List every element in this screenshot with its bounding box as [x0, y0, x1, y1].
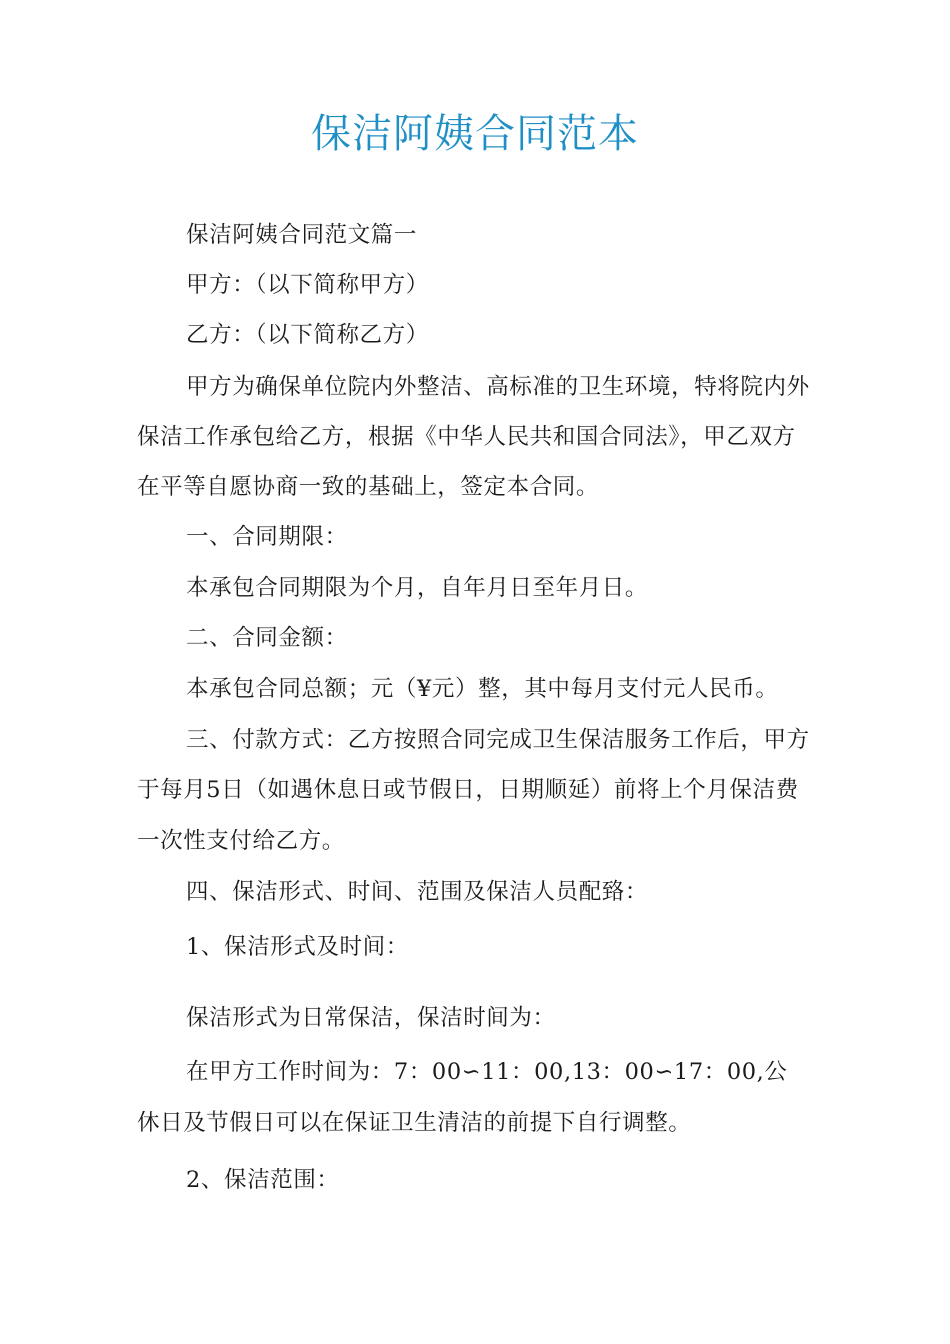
clause-heading-scope: 四、保洁形式、时间、范围及保洁人员配臵：: [186, 879, 649, 905]
party-b-line: 乙方：（以下简称乙方）: [186, 322, 429, 348]
paragraph-line: 在平等自愿协商一致的基础上，签定本合同。: [137, 474, 600, 500]
paragraph-line: 甲方为确保单位院内外整洁、高标准的卫生环境，特将院内外: [186, 374, 810, 400]
sub-heading-scope: 2、保洁范围：: [186, 1167, 340, 1193]
document-title: 保洁阿姨合同范本: [311, 111, 639, 157]
section-heading: 保洁阿姨合同范文篇一: [186, 222, 418, 248]
clause-heading-amount: 二、合同金额：: [186, 625, 348, 651]
paragraph-line: 一次性支付给乙方。: [137, 828, 345, 854]
paragraph-line: 休日及节假日可以在保证卫生清洁的前提下自行调整。: [137, 1110, 692, 1136]
clause-heading-term: 一、合同期限：: [186, 524, 348, 550]
paragraph-line: 于每月5日（如遇休息日或节假日，日期顺延）前将上个月保洁费: [137, 777, 799, 803]
sub-heading-form-time: 1、保洁形式及时间：: [186, 934, 409, 960]
paragraph-line: 保洁形式为日常保洁，保洁时间为：: [186, 1005, 556, 1031]
party-a-line: 甲方：（以下简称甲方）: [186, 272, 429, 298]
paragraph-line: 在甲方工作时间为：7：00∽11：00,13：00∽17：00,公: [186, 1059, 788, 1085]
paragraph-line: 三、付款方式：乙方按照合同完成卫生保洁服务工作后，甲方: [186, 727, 810, 753]
paragraph-line: 本承包合同总额；元（¥元）整，其中每月支付元人民币。: [186, 676, 779, 702]
paragraph-line: 保洁工作承包给乙方，根据《中华人民共和国合同法》，甲乙双方: [137, 424, 796, 450]
paragraph-line: 本承包合同期限为个月，自年月日至年月日。: [186, 575, 649, 601]
